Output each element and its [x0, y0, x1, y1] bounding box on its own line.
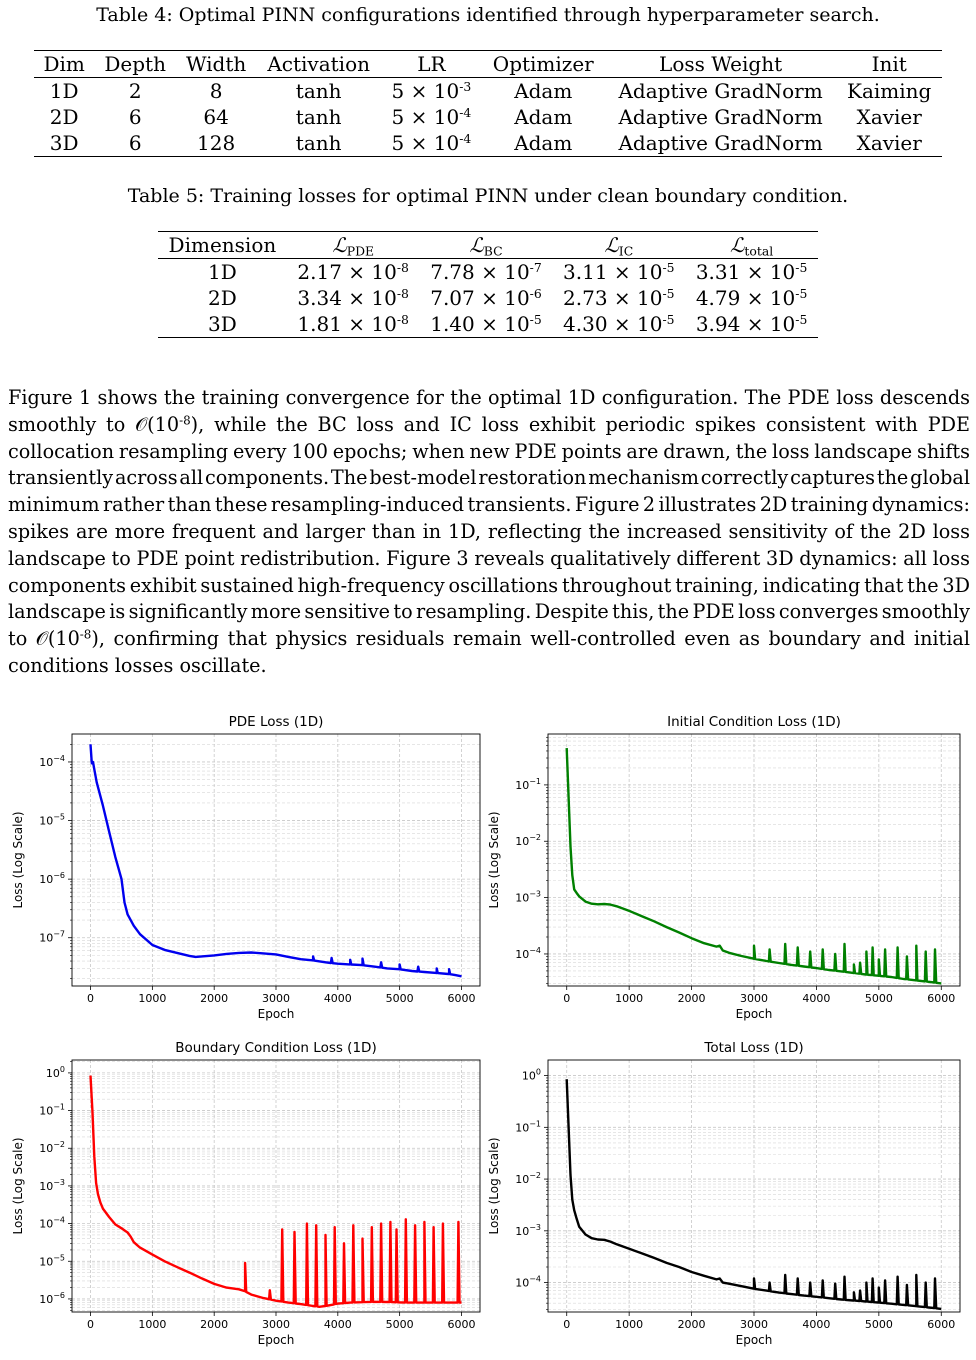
plot-ic-loss — [488, 702, 976, 1034]
x-tick-label: 0 — [87, 992, 95, 1005]
table-cell: $5 \times 10^{-3}$ — [391, 79, 472, 103]
chart-title: Boundary Condition Loss (1D) — [175, 1040, 377, 1056]
x-tick-label: 5000 — [385, 992, 414, 1005]
table4-caption: Table 4: Optimal PINN configurations identified through hyperparameter search. — [96, 4, 880, 26]
table-cell: 3D — [158, 311, 287, 338]
total-loss-chart — [488, 1028, 976, 1356]
table-cell: 2D — [208, 286, 237, 310]
table-row — [34, 104, 942, 130]
table-cell: Adaptive GradNorm — [605, 130, 837, 157]
column-header: ℒ$_{total}$ — [685, 232, 818, 259]
table5 — [158, 231, 818, 338]
x-tick-label: 2000 — [677, 992, 706, 1005]
x-tick-label: 5000 — [864, 1318, 893, 1331]
table4 — [34, 50, 942, 157]
table-row — [34, 130, 942, 157]
plot-total-loss — [488, 1028, 976, 1360]
x-tick-label: 6000 — [447, 992, 476, 1005]
x-tick-label: 0 — [563, 992, 571, 1005]
x-axis-label: Epoch — [257, 1007, 295, 1021]
y-tick-label: $10^{-3}$ — [515, 1222, 541, 1238]
table-cell: 2 — [128, 79, 142, 103]
y-tick-label: $10^{-7}$ — [39, 929, 65, 945]
paragraph-line: landscape to PDE point redistribution. Figure 3 reveals qualitatively different 3D dynamics: all loss — [8, 546, 970, 570]
y-axis-label: Loss (Log Scale) — [11, 811, 25, 909]
x-tick-label: 6000 — [927, 992, 956, 1005]
table-cell: $4.30 \times 10^{-5}$ — [552, 311, 685, 338]
table-cell: 64 — [203, 105, 229, 129]
paragraph-line: smoothly to $𝒪(10^{-8})$, while the BC loss and IC loss exhibit periodic spikes consistent with PDE — [8, 412, 971, 436]
column-header: Width — [176, 51, 256, 78]
table-cell: $3.94 \times 10^{-5}$ — [685, 311, 818, 338]
y-tick-label: $10^0$ — [45, 1064, 65, 1080]
x-tick-label: 4000 — [802, 992, 831, 1005]
x-tick-label: 5000 — [385, 1318, 414, 1331]
y-tick-label: $10^{-1}$ — [515, 1119, 541, 1135]
table-cell: $1.81 \times 10^{-8}$ — [287, 311, 420, 338]
plot-pde-loss — [0, 702, 488, 1034]
pde-loss-chart — [0, 702, 488, 1030]
table-cell: 1D — [208, 260, 237, 284]
column-header: ℒ$_{IC}$ — [552, 232, 685, 259]
y-axis-label: Loss (Log Scale) — [11, 1137, 25, 1235]
x-tick-label: 5000 — [864, 992, 893, 1005]
table-cell: 1D — [49, 79, 79, 103]
y-tick-label: $10^{-3}$ — [39, 1177, 65, 1193]
bc-loss-chart — [0, 1028, 488, 1356]
table-cell: 3D — [34, 130, 94, 157]
x-tick-label: 3000 — [262, 1318, 290, 1331]
y-tick-label: $10^{-1}$ — [515, 776, 541, 792]
x-tick-label: 2000 — [200, 1318, 229, 1331]
x-tick-label: 3000 — [740, 1318, 768, 1331]
y-tick-label: $10^{-3}$ — [515, 889, 541, 905]
paragraph-line: transiently across all components. The best-model restoration mechanism correctly captures the global — [8, 466, 970, 490]
table-cell: tanh — [295, 105, 342, 129]
table-cell: Xavier — [836, 130, 942, 157]
column-header: Loss Weight — [605, 51, 837, 78]
table-cell: $7.07 \times 10^{-6}$ — [430, 286, 542, 310]
x-tick-label: 0 — [87, 1318, 95, 1331]
y-tick-label: $10^{-4}$ — [39, 1215, 65, 1231]
x-tick-label: 1000 — [615, 1318, 644, 1331]
paragraph-line: components exhibit sustained high-frequency oscillations throughout training, indicating that the 3D — [8, 573, 970, 597]
x-tick-label: 4000 — [802, 1318, 831, 1331]
column-header: Optimizer — [482, 51, 605, 78]
paragraph-line: to $𝒪(10^{-8})$, confirming that physics residuals remain well-controlled even as boundary and initial — [8, 627, 970, 651]
y-tick-label: $10^{-6}$ — [39, 1290, 65, 1306]
y-tick-label: $10^{-6}$ — [39, 871, 65, 887]
chart-title: PDE Loss (1D) — [228, 714, 324, 730]
table-cell: $4.79 \times 10^{-5}$ — [695, 286, 808, 310]
x-tick-label: 4000 — [323, 992, 352, 1005]
y-tick-label: $10^{-2}$ — [515, 833, 541, 849]
table-cell: $7.78 \times 10^{-7}$ — [430, 260, 542, 284]
chart-title: Total Loss (1D) — [704, 1040, 804, 1056]
table-cell: $2.73 \times 10^{-5}$ — [563, 286, 675, 310]
table-cell: Adam — [514, 105, 573, 129]
x-tick-label: 6000 — [927, 1318, 956, 1331]
column-header: ℒ$_{PDE}$ — [287, 232, 420, 259]
column-header: Init — [836, 51, 942, 78]
table-cell: Adaptive GradNorm — [618, 79, 823, 103]
chart-title: Initial Condition Loss (1D) — [667, 714, 841, 730]
ic-loss-chart — [488, 702, 976, 1030]
table-cell: 8 — [209, 79, 223, 103]
paragraph-line: landscape is significantly more sensitive to resampling. Despite this, the PDE loss converges smoothly — [8, 600, 970, 624]
x-axis-label: Epoch — [735, 1007, 773, 1021]
x-tick-label: 1000 — [138, 992, 167, 1005]
table-cell: $5 \times 10^{-4}$ — [391, 105, 472, 129]
paragraph-line: collocation resampling every 100 epochs; when new PDE points are drawn, the loss landscape shifts — [8, 439, 970, 463]
table-cell: Adam — [514, 79, 573, 103]
table-cell: $3.31 \times 10^{-5}$ — [695, 260, 808, 284]
plot-bc-loss — [0, 1028, 488, 1360]
column-header: Dim — [34, 51, 94, 78]
y-tick-label: $10^0$ — [521, 1067, 541, 1083]
y-tick-label: $10^{-5}$ — [39, 812, 65, 828]
paragraph-line: Figure 1 shows the training convergence for the optimal 1D configuration. The PDE loss descends — [8, 386, 970, 409]
y-tick-label: $10^{-4}$ — [515, 945, 541, 961]
y-tick-label: $10^{-2}$ — [515, 1171, 541, 1187]
x-tick-label: 2000 — [200, 992, 229, 1005]
table-row — [158, 285, 818, 311]
x-tick-label: 1000 — [138, 1318, 167, 1331]
table-row — [34, 78, 942, 105]
x-tick-label: 4000 — [323, 1318, 352, 1331]
table-cell: tanh — [295, 79, 342, 103]
table-cell: Xavier — [856, 105, 922, 129]
table-cell: $2.17 \times 10^{-8}$ — [297, 260, 409, 284]
y-tick-label: $10^{-2}$ — [39, 1140, 65, 1156]
paragraph-line: spikes are more frequent and larger than in 1D, reflecting the increased sensitivity of the 2D loss — [8, 519, 970, 543]
table-cell: Adam — [482, 130, 605, 157]
column-header: Dimension — [158, 232, 287, 259]
table-cell: $5 \times 10^{-4}$ — [381, 130, 482, 157]
y-tick-label: $10^{-1}$ — [39, 1102, 65, 1118]
table-cell: tanh — [256, 130, 381, 157]
x-axis-label: Epoch — [735, 1333, 773, 1347]
table-row — [158, 311, 818, 338]
table-cell: 6 — [128, 105, 142, 129]
x-tick-label: 0 — [563, 1318, 571, 1331]
y-tick-label: $10^{-4}$ — [515, 1274, 541, 1290]
series-line — [567, 1079, 942, 1309]
table-header-row — [158, 232, 818, 259]
x-tick-label: 2000 — [677, 1318, 706, 1331]
table-cell: 2D — [49, 105, 79, 129]
table-cell: $3.34 \times 10^{-8}$ — [297, 286, 409, 310]
x-axis-label: Epoch — [257, 1333, 295, 1347]
table-header-row — [34, 51, 942, 78]
table-cell: 128 — [176, 130, 256, 157]
column-header: Depth — [94, 51, 176, 78]
table-cell: $3.11 \times 10^{-5}$ — [563, 260, 675, 284]
table-cell: $1.40 \times 10^{-5}$ — [420, 311, 553, 338]
y-tick-label: $10^{-5}$ — [39, 1253, 65, 1269]
table-row — [158, 259, 818, 286]
y-axis-label: Loss (Log Scale) — [488, 1137, 501, 1235]
table5-caption: Table 5: Training losses for optimal PINN under clean boundary condition. — [127, 185, 849, 207]
x-tick-label: 3000 — [262, 992, 290, 1005]
y-tick-label: $10^{-4}$ — [39, 753, 65, 769]
table-cell: 6 — [94, 130, 176, 157]
column-header: Activation — [256, 51, 381, 78]
body-paragraph — [8, 385, 970, 680]
paragraph-line: minimum rather than these resampling-induced transients. Figure 2 illustrates 2D training dynamics: — [8, 493, 970, 517]
x-tick-label: 6000 — [447, 1318, 476, 1331]
table-cell: Adaptive GradNorm — [618, 105, 823, 129]
x-tick-label: 3000 — [740, 992, 768, 1005]
column-header: ℒ$_{BC}$ — [420, 232, 553, 259]
x-tick-label: 1000 — [615, 992, 644, 1005]
column-header: LR — [381, 51, 482, 78]
y-axis-label: Loss (Log Scale) — [488, 811, 501, 909]
paragraph-line: conditions losses oscillate. — [8, 653, 267, 677]
table-cell: Kaiming — [847, 79, 932, 103]
